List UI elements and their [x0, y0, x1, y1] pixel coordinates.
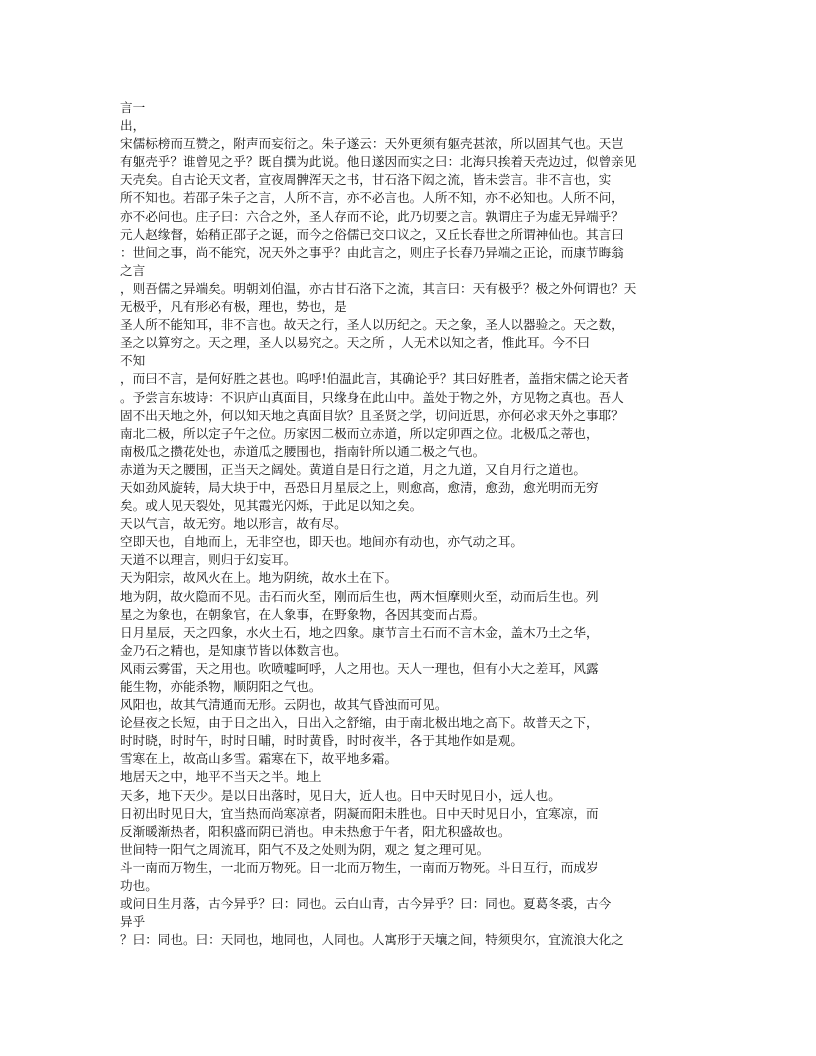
- text-line: 雪寒在上，故高山多雪。霜寒在下，故平地多霜。: [120, 751, 398, 767]
- text-line: 世间特一阳气之周流耳，阳气不及之处则为阴，观之 复之理可见。: [120, 841, 490, 857]
- text-line: 能生物，亦能杀物，顺阴阳之气也。: [120, 679, 322, 694]
- text-line: 或问日生月落，古今异乎？曰：同也。云白山青，古今异乎？曰：同也。夏葛冬裘，古今: [120, 896, 612, 912]
- text-line: 天为阳宗，故风火在上。地为阴统，故水土在下。: [120, 570, 398, 586]
- text-line: 空即天也，自地而上，无非空也，即天也。地间亦有动也，亦气动之耳。: [120, 534, 523, 550]
- text-line: 宋儒标榜而互赞之，附声而妄衍之。朱子遂云：天外更须有躯壳甚浓，所以固其气也。天岂: [120, 136, 624, 152]
- text-line: 元人赵缘督，始稍正邵子之诞，而今之俗儒已交口议之，又丘长春世之所谓神仙也。其言曰: [120, 226, 624, 242]
- text-line: 天多，地下天少。是以日出落时，见日大，近人也。日中天时见日小，远人也。: [120, 787, 561, 803]
- text-line: 天道不以理言，则归于幻妄耳。: [120, 552, 297, 568]
- text-line: 天以气言，故无穷。地以形言，故有尽。: [120, 516, 347, 532]
- text-line: 有躯壳乎？谁曾见之乎？既自撰为此说。他日遂因而实之曰：北海只挨着天壳边过，似曾亲见: [120, 154, 637, 170]
- text-line: 所不知也。若邵子朱子之言，人所不言，亦不必言也。人所不知，亦不必知也。人所不问，: [120, 190, 624, 206]
- text-line: 风阳也，故其气清通而无形。云阴也，故其气昏浊而可见。: [120, 697, 448, 713]
- text-line: 斗一南而万物生，一北而万物死。日一北而万物生，一南而万物死。斗日互行，而成岁: [120, 859, 599, 875]
- text-line: 亦不必问也。庄子曰：六合之外，圣人存而不论，此乃切要之言。孰谓庄子为虚无异端乎？: [120, 208, 624, 224]
- text-line: 日初出时见日大，宜当热而尚寒凉者，阴凝而阳未胜也。日中天时见日小，宜寒凉，而: [120, 805, 599, 821]
- text-line: ？曰：同也。曰：天同也，地同也，人同也。人寓形于天壤之间，特须臾尔，宜流浪大化之: [120, 932, 624, 948]
- text-line: 之言: [120, 262, 146, 278]
- text-column: [120, 99, 700, 949]
- text-line: 反渐暖渐热者，阳积盛而阴已消也。申未热愈于午者，阳尤积盛故也。: [120, 823, 511, 839]
- text-line: 论昼夜之长短，由于日之出入，日出入之舒缩，由于南北极出地之高下。故普天之下，: [120, 715, 599, 731]
- text-line: 无极乎，凡有形必有极，理也，势也，是: [120, 299, 347, 315]
- text-line: 圣人所不能知耳，非不言也。故天之行，圣人以历纪之。天之象，圣人以器验之。天之数，: [120, 317, 624, 333]
- text-line: 异乎: [120, 914, 146, 930]
- text-line: 不知: [120, 353, 146, 369]
- text-line: 南北二极，所以定子午之位。历家因二极而立赤道，所以定卯酉之位。北极瓜之蒂也，: [120, 425, 599, 441]
- text-line: 天如劲风旋转，局大块于中，吾恐日月星辰之上，则愈高，愈清，愈劲，愈光明而无穷: [120, 479, 599, 495]
- text-line: ，而曰不言，是何好胜之甚也。呜呼!伯温此言，其确论乎？其曰好胜者，盖指宋儒之论天者: [120, 371, 629, 387]
- text-line: 地居天之中，地平不当天之半。地上: [120, 769, 322, 785]
- text-line: 地为阴，故火隐而不见。击石而火至，刚而后生也，两木恒摩则火至，动而后生也。列: [120, 588, 599, 604]
- text-line: 星之为象也，在朝象官，在人象事，在野象物，各因其变而占焉。: [120, 606, 486, 622]
- text-line: 南极瓜之攒花处也，赤道瓜之腰围也，指南针所以通二极之气也。: [120, 443, 486, 459]
- text-line: 圣之以算穷之。天之理，圣人以易究之。天之所 ，人无术以知之者，惟此耳。今不曰: [120, 335, 590, 351]
- text-line: 日月星辰，天之四象，水火土石，地之四象。康节言土石而不言木金，盖木乃土之华，: [120, 624, 599, 640]
- text-line: 风雨云雾雷，天之用也。吹喷嘘呵呼，人之用也。天人一理也，但有小大之差耳，风露: [120, 660, 599, 676]
- text-line: ：世间之事，尚不能究，况天外之事乎？由此言之，则庄子长春乃异端之正论，而康节晦翁: [120, 244, 624, 260]
- text-line: 固不出天地之外，何以知天地之真面目欤？且圣贤之学，切问近思，亦何必求天外之事耶？: [120, 407, 624, 423]
- text-line: 时时晓，时时午，时时日晡，时时黄昏，时时夜半，各于其地作如是观。: [120, 733, 523, 749]
- text-line: 金乃石之精也，是知康节皆以体数言也。: [120, 642, 347, 658]
- text-line: 言一: [120, 100, 146, 115]
- text-line: ，则吾儒之异端矣。明朝刘伯温，亦古甘石洛下之流，其言曰：天有极乎？极之外何谓也？天: [120, 280, 637, 296]
- text-line: 功也。: [120, 878, 158, 894]
- text-line: 天壳矣。自古论天文者，宣夜周髀浑天之书，甘石洛下闳之流，皆未尝言。非不言也，实: [120, 172, 612, 188]
- text-line: 赤道为天之腰围，正当天之阔处。黄道自是日行之道，月之九道，又自月行之道也。: [120, 461, 586, 477]
- text-line: 出，: [120, 118, 146, 134]
- text-line: 矣。或人见天裂处，见其霞光闪烁，于此足以知之矣。: [120, 498, 423, 514]
- text-line: 。予尝言东坡诗：不识庐山真面目，只缘身在此山中。盖处于物之外，方见物之真也。吾人: [120, 389, 624, 405]
